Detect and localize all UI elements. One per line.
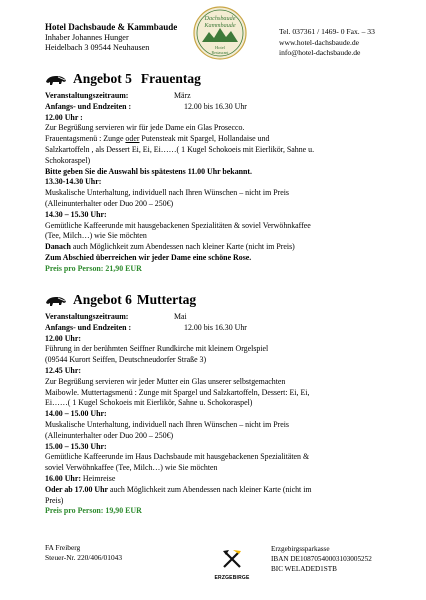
text-span-underlined: oder (125, 134, 140, 144)
offer-5-period (45, 91, 389, 102)
text-span: Frauentagsmenü : Zunge (45, 134, 126, 144)
text-line (45, 485, 389, 496)
text-line: (09544 Kurort Seiffen, Deutschneudorfer Straße 3) (45, 355, 207, 365)
text-span-bold: Danach (45, 242, 71, 252)
offer-5-times (45, 102, 389, 113)
bank-logo (213, 548, 251, 590)
bank-iban: IBAN DE10870540003103005252 (271, 555, 372, 563)
offer-6-period (45, 312, 389, 323)
period-value: März (174, 91, 191, 100)
contact-info (279, 27, 375, 59)
offer-6-title-a: Angebot 6 (73, 291, 132, 307)
logo-line4: Restaurant (211, 50, 229, 55)
time-slot: 14.30 – 15.30 Uhr: (45, 209, 107, 219)
hotel-info (45, 22, 177, 54)
offer-6-times (45, 323, 389, 334)
text-line: Ei……( 1 Kugel Schokoeis mit Eierlikör, Sahne u. Schokoraspel) (45, 398, 253, 408)
text-line: Gemütliche Kaffeerunde im Haus Dachsbaude mit hausgebackenen Spezialitäten & (45, 452, 310, 462)
bank-logo-text: ERZGEBIRGE (214, 575, 250, 581)
times-value: 12.00 bis 16.30 Uhr (184, 322, 247, 332)
offer-5-title-b: Frauentag (140, 70, 201, 86)
time-slot: 13.30-14.30 Uhr: (45, 177, 102, 187)
text-line: Preis) (45, 495, 64, 505)
logo-line1: Dachsbaude (204, 15, 236, 22)
text-line: Schokoraspel) (45, 155, 91, 165)
time-slot: 12.00 Uhr: (45, 333, 81, 343)
text-line: Salzkartoffeln , als Dessert Ei, Ei, Ei……( 1 Kugel Schokoeis mit Eierlikör, Sahne u. (45, 144, 315, 154)
offer-6 (45, 289, 389, 517)
offer-5-title-a: Angebot 5 (73, 70, 132, 86)
text-line (45, 242, 389, 253)
text-line: Zur Begrüßung servieren wir für jede Dame ein Glas Prosecco. (45, 123, 245, 133)
text-line (45, 474, 389, 485)
logo-line3: Hotel (215, 45, 225, 50)
time-slot: 12.00 Uhr : (45, 112, 83, 122)
times-label: Anfangs- und Endzeiten : (45, 322, 132, 332)
bank-info (271, 544, 372, 574)
text-span: Heimreise (80, 473, 116, 483)
offer-5-heading (45, 68, 389, 90)
offer-6-heading (45, 289, 389, 311)
period-label: Veranstaltungszeitraum: (45, 91, 129, 100)
offer-5 (45, 68, 389, 275)
text-line (45, 134, 389, 145)
hotel-logo-emblem (193, 6, 247, 60)
website-link[interactable]: www.hotel-dachsbaude.de (279, 37, 360, 47)
logo-line2: Kammbaude (204, 22, 236, 29)
text-line: (Alleinunterhalter oder Duo 200 – 250€) (45, 430, 174, 440)
offer-5-price: Preis pro Person: 21,90 EUR (45, 263, 142, 273)
hotel-owner: Inhaber Johannes Hunger (45, 32, 129, 42)
text-line: soviel Verwöhnkaffee (Tee, Milch…) wie Sie möchten (45, 463, 218, 473)
badger-icon (45, 71, 67, 87)
time-slot: 12.45 Uhr: (45, 365, 81, 375)
badger-icon (45, 292, 67, 308)
text-span-bold: 16.00 Uhr: (45, 473, 81, 483)
notice-line: Zum Abschied überreichen wir jeder Dame eine schöne Rose. (45, 252, 252, 262)
hotel-logo (193, 6, 247, 60)
text-line: Muskalische Unterhaltung, individuell nach Ihren Wünschen – nicht im Preis (45, 188, 289, 198)
email-link[interactable]: info@hotel-dachsbaude.de (279, 48, 361, 57)
hammer-pick-icon (221, 548, 243, 570)
text-line: (Tee, Milch…) wie Sie möchten (45, 231, 147, 241)
text-span: auch Möglichkeit zum Abendessen nach kleiner Karte (nicht im Preis) (70, 242, 295, 252)
offer-6-price: Preis pro Person: 19,90 EUR (45, 506, 142, 516)
text-span: Putensteak mit Spargel, Hollandaise und (139, 134, 270, 144)
text-line: Führung in der berühmten Seiffner Rundkirche mit kleinem Orgelspiel (45, 344, 269, 354)
text-span: auch Möglichkeit zum Abendessen nach kleiner Karte (nicht im (107, 484, 312, 494)
offer-5-title (73, 70, 201, 86)
time-slot: 15.00 – 15.30 Uhr: (45, 441, 107, 451)
hotel-address: Heidelbach 3 09544 Neuhausen (45, 43, 150, 52)
tax-number: Steuer-Nr. 220/406/01043 (45, 553, 123, 562)
text-line: (Alleinunterhalter oder Duo 200 – 250€) (45, 198, 174, 208)
offer-6-title (73, 291, 197, 307)
text-span-bold: Oder ab 17.00 Uhr (45, 484, 108, 494)
text-line: Gemütliche Kaffeerunde mit hausgebackenen Spezialitäten & soviel Verwöhnkaffee (45, 220, 311, 230)
text-line: Zur Begrüßung servieren wir jeder Mutter ein Glas unserer selbstgemachten (45, 376, 286, 386)
text-line: Muskalische Unterhaltung, individuell nach Ihren Wünschen – nicht im Preis (45, 419, 289, 429)
phone-fax: Tel. 037361 / 1469- 0 Fax. – 33 (279, 27, 375, 36)
bank-name: Erzgebirgssparkasse (271, 545, 330, 553)
bank-bic: BIC WELADED1STB (271, 565, 337, 573)
text-line: Maibowle. Muttertagsmenü : Zunge mit Spargel und Salzkartoffeln, Dessert: Ei, Ei, (45, 387, 310, 397)
times-label: Anfangs- und Endzeiten : (45, 101, 132, 111)
notice-line: Bitte geben Sie die Auswahl bis spätestens 11.00 Uhr bekannt. (45, 166, 253, 176)
time-slot: 14.00 – 15.00 Uhr: (45, 409, 107, 419)
period-label: Veranstaltungszeitraum: (45, 312, 129, 321)
times-value: 12.00 bis 16.30 Uhr (184, 101, 247, 111)
hotel-name: Hotel Dachsbaude & Kammbaude (45, 22, 178, 32)
tax-info (45, 543, 122, 563)
period-value: Mai (174, 312, 187, 321)
offer-6-title-b: Muttertag (136, 291, 197, 307)
tax-office: FA Freiberg (45, 543, 81, 552)
